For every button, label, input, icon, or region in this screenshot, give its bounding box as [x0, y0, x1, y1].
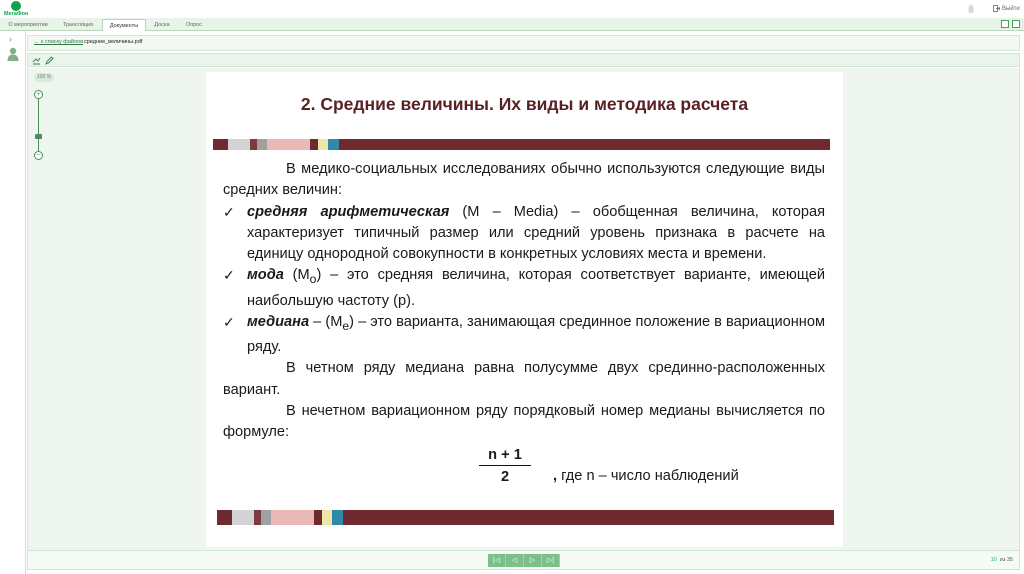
decorative-stripe-bottom [217, 510, 834, 525]
definition-mode: ) – это средняя величина, которая соответствует варианте, имеющей наибольшую частоту (р). [247, 267, 825, 309]
previous-page-icon[interactable]: ◁ [506, 554, 524, 567]
tab-about-event[interactable]: О мероприятии [8, 22, 48, 28]
stripe-segment [261, 510, 271, 525]
formula-denominator: 2 [500, 468, 510, 485]
exit-label: Выйти [1002, 5, 1020, 12]
tab-broadcast[interactable]: Трансляция [62, 22, 94, 28]
exit-icon [993, 5, 1000, 12]
back-to-files-link[interactable]: ← к списку файлов [34, 39, 84, 45]
definition-median: ) – это варианта, занимающая срединное положение в вариационном ряду. [247, 313, 825, 356]
last-page-icon[interactable]: ▷| [542, 554, 560, 567]
stripe-segment [217, 510, 232, 525]
stripe-segment [213, 139, 228, 150]
formula-note-text: где n – число наблюдений [557, 467, 739, 484]
zoom-in-icon[interactable]: + [34, 90, 43, 99]
page-navigation-bar [27, 550, 1020, 570]
tab-poll[interactable]: Опрос [185, 22, 203, 28]
formula-numerator: n + 1 [479, 446, 531, 466]
current-file-name: средние_величины.pdf [84, 39, 143, 45]
stripe-segment [232, 510, 254, 525]
document-toolbar [27, 53, 1020, 67]
zoom-slider[interactable] [34, 90, 43, 160]
logo-text: МегаФон [4, 11, 29, 17]
stripe-segment [250, 139, 257, 150]
bullet-arithmetic-mean [223, 202, 825, 266]
stripe-segment [257, 139, 267, 150]
odd-series-paragraph: В нечетном вариационном ряду порядковый номер медианы вычисляется по формуле: [223, 403, 825, 441]
zoom-slider-handle[interactable] [35, 134, 42, 139]
pencil-icon[interactable] [45, 56, 54, 65]
bullet-median [223, 312, 825, 359]
window-controls [1001, 20, 1020, 28]
next-page-icon[interactable]: ▷ [524, 554, 542, 567]
decorative-stripe-top [213, 139, 830, 150]
stripe-segment [322, 510, 332, 525]
mode-subscript: о [309, 272, 317, 287]
zoom-level-badge: 100 % [34, 73, 54, 82]
megafon-logo[interactable] [4, 1, 28, 18]
checkmark-icon: ✓ [223, 267, 235, 284]
formula-note [553, 466, 739, 487]
zoom-track-line [38, 98, 39, 152]
restore-icon[interactable] [1001, 20, 1009, 28]
term-median: медиана [247, 313, 310, 330]
bullet-mode [223, 265, 825, 312]
fullscreen-icon[interactable] [1012, 20, 1020, 28]
zoom-out-icon[interactable]: − [34, 151, 43, 160]
checkmark-icon: ✓ [223, 203, 235, 220]
page-counter [991, 557, 1013, 563]
median-symbol: – (М [309, 313, 343, 330]
term-mode: мода [247, 267, 284, 284]
stripe-segment [267, 139, 310, 150]
formula-fraction [479, 446, 531, 488]
stripe-segment [343, 510, 834, 525]
slide-title: 2. Средние величины. Их виды и методика расчета [300, 94, 749, 114]
slide-page [206, 72, 843, 547]
median-formula [223, 446, 825, 490]
hand-raise-icon[interactable] [967, 4, 975, 14]
stripe-segment [318, 139, 328, 150]
even-series-paragraph: В четном ряду медиана равна полусумме двух срединно-расположенных вариант. [223, 360, 825, 398]
stripe-segment [339, 139, 830, 150]
exit-button[interactable] [993, 5, 1020, 12]
chevron-right-icon[interactable]: › [9, 34, 12, 44]
slide-body [223, 159, 825, 490]
stripe-segment [328, 139, 339, 150]
formula-comma: , [553, 467, 558, 484]
left-rail [0, 31, 26, 574]
intro-paragraph: В медико-социальных исследованиях обычно используются следующие виды средних величин: [223, 161, 825, 199]
stripe-segment [271, 510, 314, 525]
stripe-segment [228, 139, 250, 150]
tab-bar [0, 18, 1024, 31]
tab-documents[interactable]: Документы [102, 19, 146, 31]
stripe-segment [314, 510, 322, 525]
mode-symbol: (М [283, 267, 310, 284]
page-nav-buttons [488, 554, 560, 567]
top-bar [0, 0, 1024, 18]
definition-arithmetic-mean: (М – Media) – обобщенная величина, которая характеризует типичный размер или средний уровень признака в расчете на единицу однородной совокупности в конкретных условиях места и времени. [247, 203, 825, 263]
median-subscript: е [342, 318, 350, 333]
current-page-input[interactable]: 10 [990, 557, 997, 563]
participants-icon[interactable] [7, 47, 19, 61]
pointer-tool-icon[interactable] [32, 56, 41, 65]
term-arithmetic-mean: средняя арифметическая [247, 203, 450, 220]
stripe-segment [332, 510, 343, 525]
checkmark-icon: ✓ [223, 313, 235, 330]
first-page-icon[interactable]: |◁ [488, 554, 506, 567]
total-pages-label: из 35 [999, 557, 1013, 563]
stripe-segment [254, 510, 261, 525]
tab-board[interactable]: Доска [154, 22, 170, 28]
breadcrumb [27, 35, 1020, 51]
logo-mark [11, 1, 21, 11]
stripe-segment [310, 139, 318, 150]
